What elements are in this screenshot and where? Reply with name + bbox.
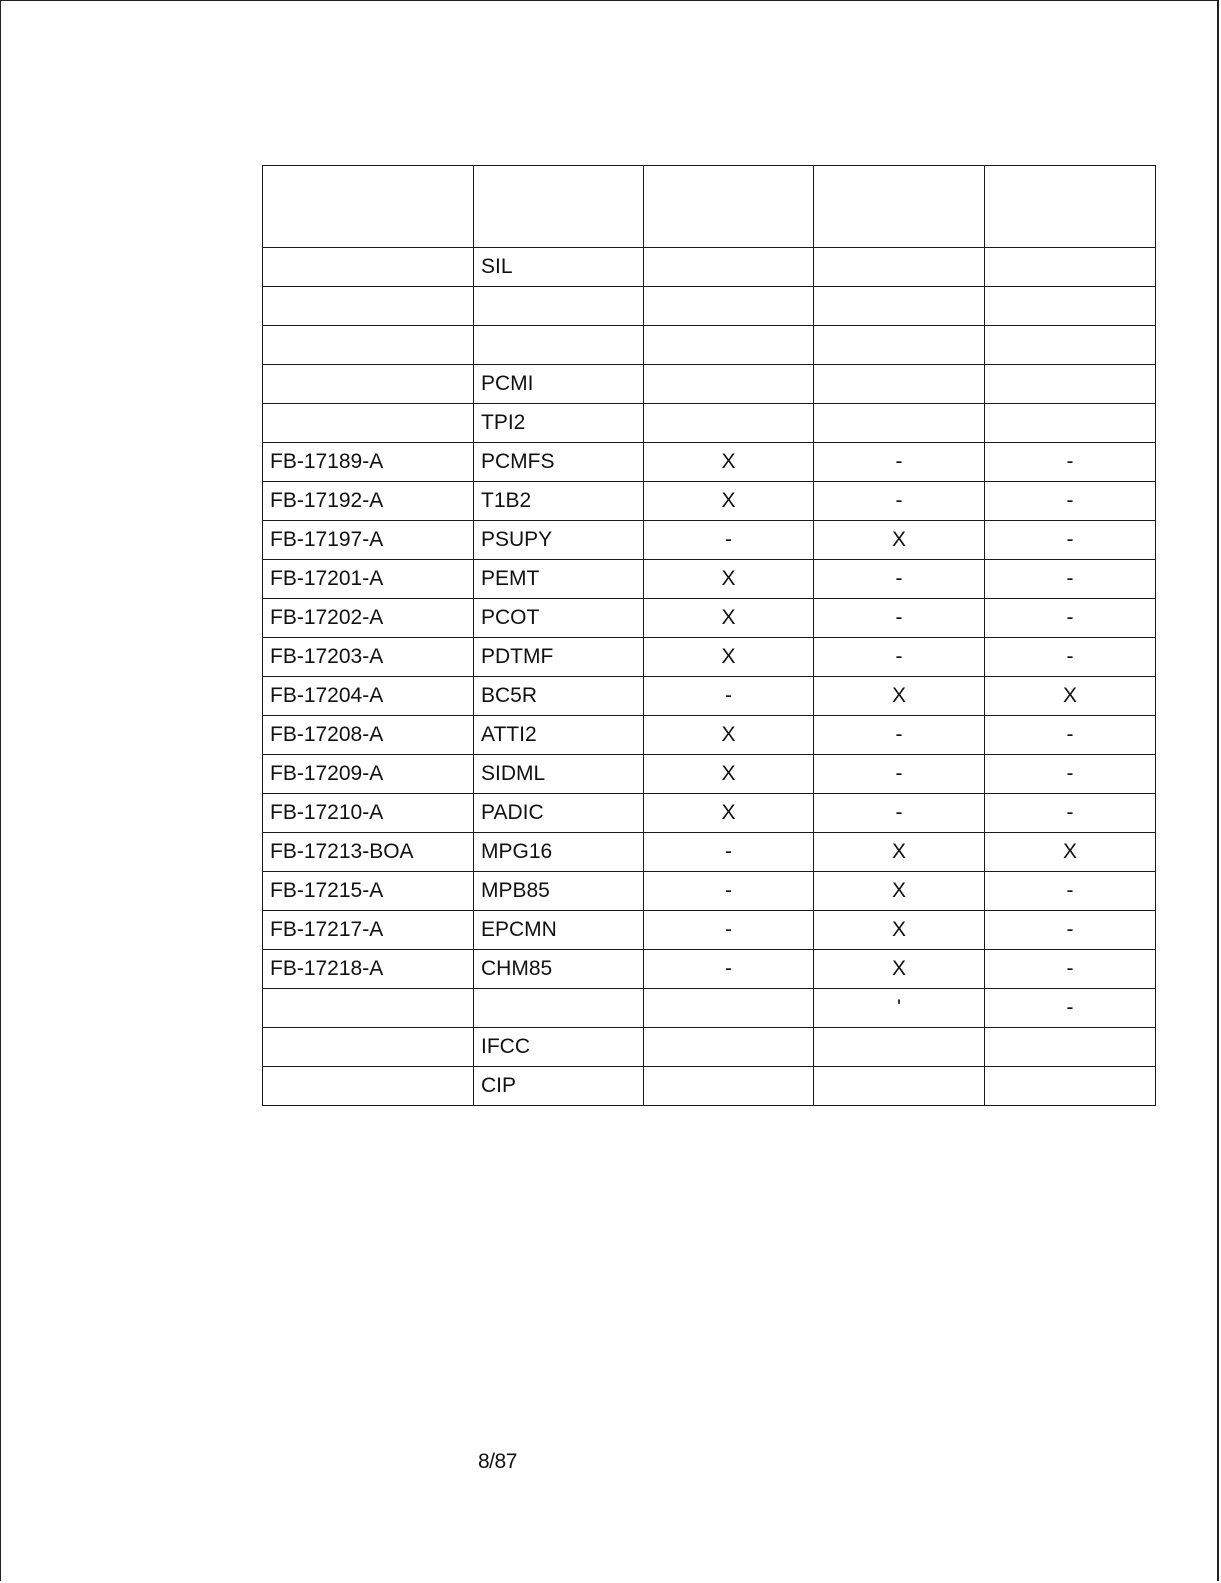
cell-col1 xyxy=(644,1028,814,1067)
cell-col1: X xyxy=(644,716,814,755)
cell-col3 xyxy=(985,248,1156,287)
cell-col2: - xyxy=(814,560,985,599)
cell-col1: X xyxy=(644,443,814,482)
cell-col3: - xyxy=(985,716,1156,755)
cell-col2 xyxy=(814,326,985,365)
cell-col1 xyxy=(644,989,814,1028)
cell-col2 xyxy=(814,1028,985,1067)
cell-col2: - xyxy=(814,638,985,677)
table-row xyxy=(263,365,1156,404)
cell-col2 xyxy=(814,1067,985,1106)
cell-id: FB-17197-A xyxy=(263,521,474,560)
cell-col3 xyxy=(985,166,1156,248)
cell-id xyxy=(263,326,474,365)
table-row xyxy=(263,872,1156,911)
cell-col3 xyxy=(985,287,1156,326)
table-row xyxy=(263,755,1156,794)
cell-col3: X xyxy=(985,677,1156,716)
table-row xyxy=(263,989,1156,1028)
cell-id: FB-17204-A xyxy=(263,677,474,716)
cell-col1 xyxy=(644,365,814,404)
cell-id: FB-17213-BOA xyxy=(263,833,474,872)
cell-col3 xyxy=(985,326,1156,365)
table-row xyxy=(263,716,1156,755)
cell-id: FB-17218-A xyxy=(263,950,474,989)
cell-col1: X xyxy=(644,638,814,677)
cell-col1 xyxy=(644,326,814,365)
cell-code: TPI2 xyxy=(474,404,644,443)
cell-col3 xyxy=(985,1028,1156,1067)
cell-col1 xyxy=(644,287,814,326)
cell-id: FB-17202-A xyxy=(263,599,474,638)
cell-col3: - xyxy=(985,872,1156,911)
cell-code: CHM85 xyxy=(474,950,644,989)
cell-col1: X xyxy=(644,794,814,833)
cell-id xyxy=(263,287,474,326)
cell-col2: - xyxy=(814,443,985,482)
cell-code: T1B2 xyxy=(474,482,644,521)
cell-col2: X xyxy=(814,677,985,716)
cell-id xyxy=(263,404,474,443)
table-row xyxy=(263,1067,1156,1106)
cell-code: SIL xyxy=(474,248,644,287)
cell-col3 xyxy=(985,365,1156,404)
cell-id: FB-17189-A xyxy=(263,443,474,482)
cell-col1: X xyxy=(644,755,814,794)
table-row xyxy=(263,638,1156,677)
cell-code xyxy=(474,989,644,1028)
cell-col3: - xyxy=(985,794,1156,833)
cell-col2: - xyxy=(814,755,985,794)
table-row xyxy=(263,287,1156,326)
cell-col3 xyxy=(985,404,1156,443)
cell-code: MPG16 xyxy=(474,833,644,872)
table-row xyxy=(263,911,1156,950)
page-number: 8/87 xyxy=(478,1450,517,1473)
cell-col1: - xyxy=(644,911,814,950)
table-row xyxy=(263,521,1156,560)
cell-col1: X xyxy=(644,599,814,638)
cell-col3: - xyxy=(985,989,1156,1028)
cell-code: BC5R xyxy=(474,677,644,716)
cell-col1: - xyxy=(644,872,814,911)
cell-col3: - xyxy=(985,443,1156,482)
cell-col3: - xyxy=(985,482,1156,521)
cell-col2: ' xyxy=(814,989,985,1028)
cell-col2: X xyxy=(814,911,985,950)
cell-col2: - xyxy=(814,794,985,833)
table-header-row xyxy=(263,166,1156,248)
cell-col1 xyxy=(644,248,814,287)
cell-id: FB-17201-A xyxy=(263,560,474,599)
table-row xyxy=(263,443,1156,482)
table-row xyxy=(263,1028,1156,1067)
table-row xyxy=(263,326,1156,365)
cell-col3 xyxy=(985,1067,1156,1106)
table-row xyxy=(263,677,1156,716)
table-row xyxy=(263,599,1156,638)
table-row xyxy=(263,794,1156,833)
cell-id xyxy=(263,989,474,1028)
cell-code: ATTI2 xyxy=(474,716,644,755)
cell-id: FB-17208-A xyxy=(263,716,474,755)
cell-col2: X xyxy=(814,872,985,911)
cell-col2 xyxy=(814,248,985,287)
table-row xyxy=(263,482,1156,521)
cell-id xyxy=(263,365,474,404)
cell-col1 xyxy=(644,404,814,443)
table-row xyxy=(263,833,1156,872)
cell-col2 xyxy=(814,365,985,404)
cell-col2: - xyxy=(814,599,985,638)
cell-col3: X xyxy=(985,833,1156,872)
table-row xyxy=(263,404,1156,443)
cell-col2: X xyxy=(814,521,985,560)
cell-id xyxy=(263,1067,474,1106)
cell-col1: X xyxy=(644,482,814,521)
cell-col3: - xyxy=(985,950,1156,989)
cell-code: PCMI xyxy=(474,365,644,404)
cell-col3: - xyxy=(985,911,1156,950)
cell-col2: - xyxy=(814,716,985,755)
cell-id: FB-17210-A xyxy=(263,794,474,833)
cell-col2 xyxy=(814,287,985,326)
cell-col1: - xyxy=(644,677,814,716)
cell-col3: - xyxy=(985,755,1156,794)
cell-code: PSUPY xyxy=(474,521,644,560)
cell-code: PEMT xyxy=(474,560,644,599)
cell-col1: - xyxy=(644,521,814,560)
cell-code: MPB85 xyxy=(474,872,644,911)
table-row xyxy=(263,950,1156,989)
cell-code: PCMFS xyxy=(474,443,644,482)
cell-col3: - xyxy=(985,560,1156,599)
cell-col2: - xyxy=(814,482,985,521)
cell-id: FB-17215-A xyxy=(263,872,474,911)
cell-id xyxy=(263,1028,474,1067)
cell-col1 xyxy=(644,1067,814,1106)
cell-id: FB-17209-A xyxy=(263,755,474,794)
table-row xyxy=(263,560,1156,599)
cell-col1 xyxy=(644,166,814,248)
cell-code: IFCC xyxy=(474,1028,644,1067)
cell-col1: X xyxy=(644,560,814,599)
cell-code: SIDML xyxy=(474,755,644,794)
cell-id xyxy=(263,248,474,287)
cell-id xyxy=(263,166,474,248)
cell-col1: - xyxy=(644,833,814,872)
cell-id: FB-17217-A xyxy=(263,911,474,950)
table-row xyxy=(263,248,1156,287)
cell-id: FB-17203-A xyxy=(263,638,474,677)
cell-id: FB-17192-A xyxy=(263,482,474,521)
cell-col1: - xyxy=(644,950,814,989)
cell-code: PADIC xyxy=(474,794,644,833)
cell-code: CIP xyxy=(474,1067,644,1106)
cell-code xyxy=(474,287,644,326)
cell-code xyxy=(474,166,644,248)
cell-col2: X xyxy=(814,950,985,989)
cell-code: PCOT xyxy=(474,599,644,638)
cell-code xyxy=(474,326,644,365)
cell-code: EPCMN xyxy=(474,911,644,950)
cell-col2 xyxy=(814,166,985,248)
cell-code: PDTMF xyxy=(474,638,644,677)
cell-col2 xyxy=(814,404,985,443)
cell-col3: - xyxy=(985,599,1156,638)
cell-col3: - xyxy=(985,521,1156,560)
cell-col2: X xyxy=(814,833,985,872)
equipment-table xyxy=(262,165,1156,1106)
cell-col3: - xyxy=(985,638,1156,677)
